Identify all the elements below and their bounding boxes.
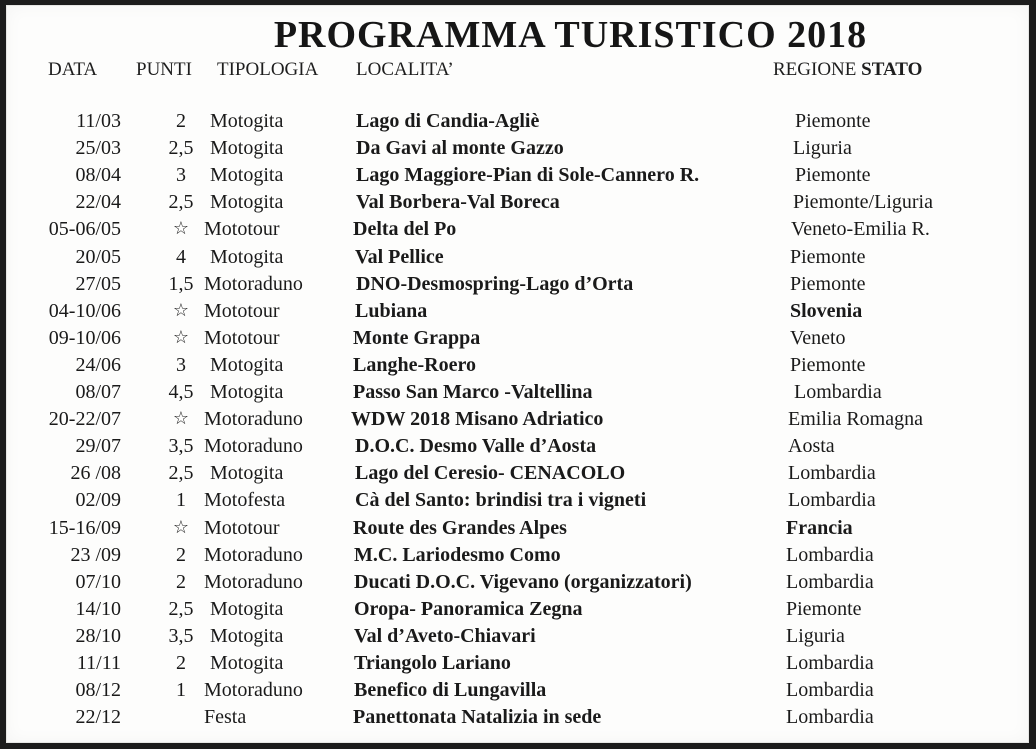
- row-type: Motoraduno: [204, 272, 303, 295]
- row-points: 3,5: [168, 624, 194, 647]
- row-date: 07/10: [75, 570, 121, 593]
- row-location: DNO-Desmospring-Lago d’Orta: [356, 272, 634, 295]
- row-type: Motogita: [210, 164, 284, 187]
- row-points: 2,5: [168, 191, 194, 214]
- row-date: 20/05: [75, 245, 121, 268]
- row-points: 3,5: [168, 435, 194, 458]
- table-row: [6, 487, 1029, 513]
- table-row: [6, 162, 1029, 188]
- row-location: D.O.C. Desmo Valle d’Aosta: [355, 435, 597, 458]
- table-row: [6, 460, 1029, 486]
- table-row: [6, 406, 1029, 432]
- row-region: Lombardia: [786, 570, 874, 593]
- row-type: Festa: [204, 706, 247, 729]
- row-location: Panettonata Natalizia in sede: [353, 706, 602, 729]
- row-location: Triangolo Lariano: [354, 652, 511, 674]
- row-date: 04-10/06: [48, 299, 121, 322]
- row-date: 11/11: [76, 652, 121, 674]
- row-date: 29/07: [75, 435, 121, 458]
- row-region: Piemonte: [795, 110, 871, 132]
- row-date: 22/04: [75, 191, 121, 214]
- row-type: Motoraduno: [204, 570, 303, 593]
- row-points: 1: [176, 679, 186, 702]
- document-page: [6, 5, 1029, 743]
- row-location: Val Pellice: [355, 245, 444, 268]
- row-region: Lombardia: [788, 489, 876, 512]
- row-location: Da Gavi al monte Gazzo: [356, 137, 564, 160]
- row-type: Mototour: [204, 218, 280, 241]
- row-type: Motogita: [210, 381, 284, 403]
- row-date: 24/06: [75, 353, 121, 376]
- row-date: 05-06/05: [48, 218, 121, 241]
- row-region: Lombardia: [786, 679, 874, 702]
- table-row: [6, 569, 1029, 595]
- header-stato: STATO: [861, 59, 923, 80]
- row-type: Motogita: [210, 462, 284, 485]
- row-location: Lago del Ceresio- CENACOLO: [355, 462, 626, 485]
- table-row: [6, 542, 1029, 568]
- row-type: Motoraduno: [204, 543, 303, 566]
- row-points: 3: [176, 164, 186, 187]
- row-region: Lombardia: [786, 543, 874, 566]
- row-date: 09-10/06: [48, 326, 121, 349]
- row-location: Delta del Po: [353, 218, 457, 241]
- row-points: 2,5: [168, 597, 194, 620]
- row-type: Motoraduno: [204, 435, 303, 458]
- table-row: [6, 677, 1029, 703]
- header-regione: REGIONE: [773, 59, 857, 80]
- row-points: ☆: [172, 408, 190, 430]
- row-points: 2,5: [168, 137, 194, 160]
- row-location: Cà del Santo: brindisi tra i vigneti: [355, 489, 647, 512]
- row-points: 2: [176, 652, 186, 674]
- row-type: Motogita: [210, 353, 284, 376]
- row-type: Motogita: [210, 137, 284, 160]
- table-row: [6, 108, 1029, 134]
- row-region: Piemonte: [786, 597, 862, 620]
- row-type: Mototour: [204, 516, 280, 539]
- row-region: Aosta: [788, 435, 835, 458]
- row-points: 2: [176, 110, 186, 132]
- row-date: 08/12: [75, 679, 121, 702]
- row-location: Lago di Candia-Agliè: [356, 110, 540, 132]
- row-region: Piemonte: [790, 245, 866, 268]
- table-row: [6, 650, 1029, 676]
- header-data: DATA: [48, 59, 98, 80]
- table-row: [6, 433, 1029, 459]
- row-date: 14/10: [75, 597, 121, 620]
- row-date: 08/07: [75, 381, 121, 403]
- row-region: Lombardia: [786, 706, 874, 729]
- table-row: [6, 515, 1029, 541]
- table-row: [6, 325, 1029, 351]
- table-row: [6, 216, 1029, 242]
- row-region: Piemonte: [790, 353, 866, 376]
- row-points: 2,5: [168, 462, 194, 485]
- row-type: Motoraduno: [204, 679, 303, 702]
- table-row: [6, 352, 1029, 378]
- row-region: Francia: [786, 516, 853, 539]
- table-row: [6, 623, 1029, 649]
- row-region: Piemonte: [790, 272, 866, 295]
- row-date: 02/09: [75, 489, 121, 512]
- row-type: Motofesta: [204, 489, 286, 512]
- row-points: 1: [176, 489, 186, 512]
- row-location: Passo San Marco -Valtellina: [353, 381, 593, 403]
- row-date: 26 /08: [70, 462, 121, 485]
- row-region: Lombardia: [786, 652, 874, 674]
- row-points: 1,5: [168, 272, 194, 295]
- header-punti: PUNTI: [136, 59, 192, 80]
- row-location: Val d’Aveto-Chiavari: [354, 624, 536, 647]
- header-regione-stato: [773, 58, 922, 82]
- row-date: 28/10: [75, 624, 121, 647]
- row-region: Lombardia: [788, 462, 876, 485]
- table-row: [6, 298, 1029, 324]
- row-points: 3: [176, 353, 186, 376]
- row-points: 2: [176, 570, 186, 593]
- table-row: [6, 189, 1029, 215]
- row-location: Lago Maggiore-Pian di Sole-Cannero R.: [356, 164, 700, 187]
- row-location: Val Borbera-Val Boreca: [356, 191, 560, 214]
- row-date: 20-22/07: [48, 408, 121, 431]
- row-location: WDW 2018 Misano Adriatico: [351, 408, 604, 431]
- table-row: [6, 271, 1029, 297]
- row-region: Slovenia: [790, 299, 863, 322]
- row-type: Motogita: [210, 191, 284, 214]
- row-date: 22/12: [75, 706, 121, 729]
- row-points: 2: [176, 543, 186, 566]
- row-date: 27/05: [75, 272, 121, 295]
- table-row: [6, 135, 1029, 161]
- table-row: [6, 379, 1029, 405]
- row-location: Route des Grandes Alpes: [353, 516, 567, 539]
- row-region: Piemonte: [795, 164, 871, 187]
- row-type: Motogita: [210, 624, 284, 647]
- header-tipologia: TIPOLOGIA: [217, 59, 319, 80]
- row-location: Ducati D.O.C. Vigevano (organizzatori): [354, 570, 692, 593]
- row-location: M.C. Lariodesmo Como: [354, 543, 561, 566]
- row-points: ☆: [172, 326, 190, 348]
- row-region: Emilia Romagna: [788, 408, 923, 431]
- row-date: 15-16/09: [48, 516, 121, 539]
- row-location: Benefico di Lungavilla: [354, 679, 547, 702]
- row-type: Motoraduno: [204, 408, 303, 431]
- table-row: [6, 704, 1029, 730]
- row-date: 25/03: [75, 137, 121, 160]
- page-title: PROGRAMMA TURISTICO 2018: [273, 14, 868, 56]
- row-type: Motogita: [210, 652, 284, 674]
- table-row: [6, 244, 1029, 270]
- row-type: Motogita: [210, 245, 284, 268]
- row-region: Veneto-Emilia R.: [791, 218, 930, 241]
- row-type: Motogita: [210, 597, 284, 620]
- row-location: Oropa- Panoramica Zegna: [354, 597, 583, 620]
- row-date: 08/04: [75, 164, 121, 187]
- table-row: [6, 596, 1029, 622]
- row-type: Mototour: [204, 326, 280, 349]
- row-region: Liguria: [786, 624, 845, 647]
- row-location: Monte Grappa: [353, 326, 481, 349]
- row-date: 11/03: [76, 110, 121, 132]
- row-region: Piemonte/Liguria: [793, 191, 933, 214]
- row-location: Langhe-Roero: [353, 353, 476, 376]
- row-date: 23 /09: [70, 543, 121, 566]
- row-region: Lombardia: [794, 381, 882, 403]
- row-type: Mototour: [204, 299, 280, 322]
- row-points: 4: [176, 245, 186, 268]
- row-points: ☆: [172, 299, 190, 321]
- row-type: Motogita: [210, 110, 284, 132]
- header-localita: LOCALITA’: [356, 59, 454, 80]
- row-region: Veneto: [790, 326, 846, 349]
- row-location: Lubiana: [355, 299, 428, 322]
- row-points: 4,5: [168, 381, 194, 403]
- row-points: ☆: [172, 516, 190, 538]
- row-region: Liguria: [793, 137, 852, 160]
- row-points: ☆: [172, 218, 190, 240]
